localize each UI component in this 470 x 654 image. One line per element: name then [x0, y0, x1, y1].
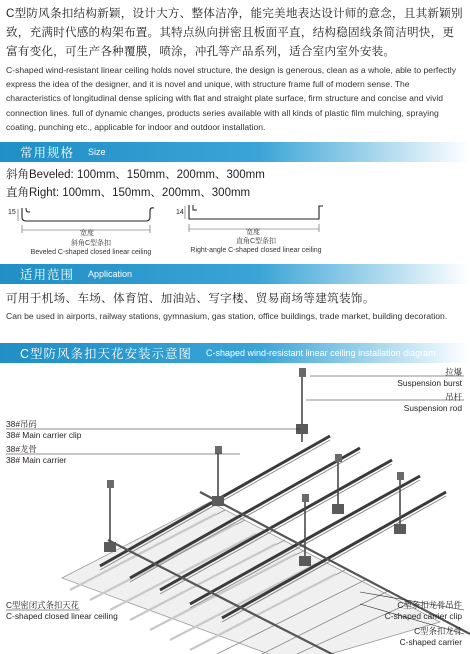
label-burst-en: Suspension burst — [397, 378, 462, 388]
right-caption-en: Right-angle C-shaped closed linear ceiling — [190, 247, 322, 254]
size-section-header — [0, 142, 470, 162]
label-clip-en: 38# Main carrier clip — [6, 430, 82, 440]
label-ccarrier-en: C-shaped carrier — [399, 637, 462, 647]
diagram-section-header — [0, 343, 470, 363]
size-title-en: Size — [88, 147, 106, 157]
application-section-header — [0, 264, 470, 284]
label-rod-en: Suspension rod — [403, 403, 462, 413]
diagram-title-en: C-shaped wind-resistant linear ceiling installation diagram — [206, 348, 436, 358]
label-cclip-zh: C型条扣龙骨吊件 — [397, 600, 462, 610]
label-clip-zh: 38#吊码 — [6, 419, 37, 429]
label-ceiling-en: C-shaped closed linear ceiling — [6, 611, 118, 621]
intro-english-text: C-shaped wind-resistant linear ceiling holds novel structure, the design is generous, clean as a whole, able to perfectly express the idea of the designer, and it is novel and unique, with structure frame full of modern sense. The characteristics of longitudinal dense splicing with flat and straight plate surface, firm structure and concise and vivid connection lines. full of dynamic changes, products series available with all kinds of plastic film mulching, spraying coating, punching etc., applicable for indoor and outdoor installation. — [6, 65, 456, 132]
intro-chinese-text: C型防风条扣结构新颖，设计大方、整体洁净，能完美地表达设计师的意念，且其新颖别致，充满时代感的构架布置。其特点纵向拼密且板面平直，结构稳固线条简洁明快，更富有变化，可生产各种覆膜，喷涂，冲孔等产品系列，适合室内室外安装。 — [6, 7, 463, 58]
label-carrier-en: 38# Main carrier — [6, 455, 67, 465]
label-cclip-en: C-shaped carrier clip — [384, 611, 462, 621]
beveled-height-label: 15 — [8, 209, 16, 216]
beveled-sizes: 斜角Beveled: 100mm、150mm、200mm、300mm — [6, 169, 265, 181]
right-caption-zh: 直角C型条扣 — [235, 238, 277, 245]
ceiling-panels — [62, 502, 440, 654]
beveled-width-label: 宽度 — [80, 230, 94, 237]
application-title-zh: 适用范围 — [20, 268, 75, 282]
label-ccarrier-zh: C型条扣龙骨 — [414, 626, 462, 636]
right-sizes: 直角Right: 100mm、150mm、200mm、300mm — [6, 187, 251, 199]
label-burst-zh: 拉爆 — [445, 367, 462, 377]
application-title-en: Application — [88, 269, 133, 279]
label-rod-zh: 吊杆 — [445, 392, 462, 402]
label-ceiling-zh: C型密闭式条扣天花 — [6, 600, 80, 610]
size-title-zh: 常用规格 — [20, 146, 75, 160]
right-height-label: 14 — [176, 209, 184, 216]
label-carrier-zh: 38#龙骨 — [6, 444, 37, 454]
diagram-title-zh: C型防风条扣天花安装示意图 — [20, 347, 193, 361]
beveled-caption-en: Beveled C-shaped closed linear ceiling — [30, 249, 152, 256]
beveled-profile-drawing — [6, 203, 176, 258]
application-text-en: Can be used in airports, railway stations, gymnasium, gas station, office buildings, trade market, building decoration. — [6, 311, 448, 321]
right-angle-profile-drawing — [176, 200, 336, 258]
application-text-zh: 可用于机场、车场、体育馆、加油站、写字楼、贸易商场等建筑装饰。 — [6, 292, 375, 305]
right-width-label: 宽度 — [246, 229, 260, 236]
beveled-caption-zh: 斜角C型条扣 — [70, 240, 112, 247]
